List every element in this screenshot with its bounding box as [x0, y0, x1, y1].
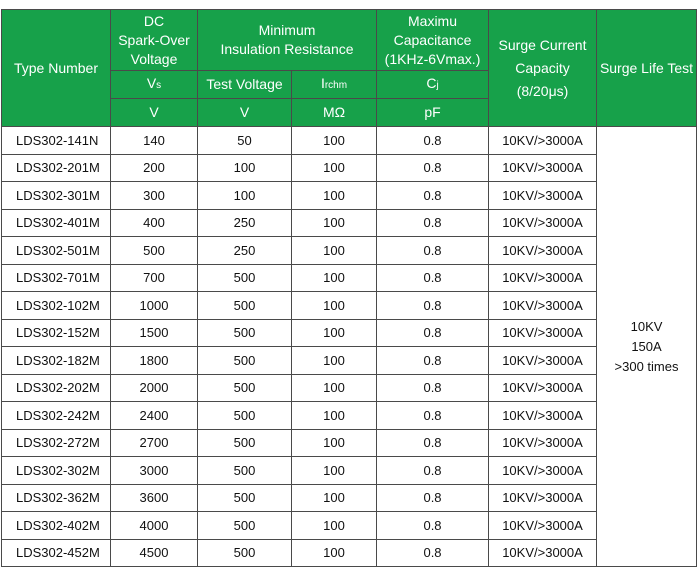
- cell-vs: 3600: [111, 484, 198, 512]
- cell-capacitance: 0.8: [377, 182, 489, 210]
- cell-test-voltage: 500: [198, 539, 292, 567]
- cell-capacitance: 0.8: [377, 264, 489, 292]
- table-row: [2, 374, 697, 402]
- cell-insulation: 100: [292, 154, 377, 182]
- cell-surge-current: 10KV/>3000A: [489, 209, 597, 237]
- unit-vs: V: [111, 99, 198, 127]
- cell-vs: 140: [111, 127, 198, 155]
- unit-insulation: MΩ: [292, 99, 377, 127]
- cell-type: LDS302-452M: [2, 539, 111, 567]
- cell-vs: 4500: [111, 539, 198, 567]
- cell-type: LDS302-272M: [2, 429, 111, 457]
- cell-test-voltage: 100: [198, 182, 292, 210]
- table-row: [2, 347, 697, 375]
- cell-capacitance: 0.8: [377, 237, 489, 265]
- cell-test-voltage: 500: [198, 319, 292, 347]
- cell-type: LDS302-701M: [2, 264, 111, 292]
- cell-test-voltage: 500: [198, 457, 292, 485]
- cell-surge-current: 10KV/>3000A: [489, 539, 597, 567]
- cell-test-voltage: 500: [198, 484, 292, 512]
- cell-type: LDS302-141N: [2, 127, 111, 155]
- table-row: [2, 512, 697, 540]
- cell-surge-current: 10KV/>3000A: [489, 264, 597, 292]
- cell-vs: 400: [111, 209, 198, 237]
- cell-insulation: 100: [292, 429, 377, 457]
- cell-vs: 4000: [111, 512, 198, 540]
- cell-surge-life-value: 10KV 150A >300 times: [597, 127, 697, 567]
- cell-surge-current: 10KV/>3000A: [489, 154, 597, 182]
- table-row: [2, 429, 697, 457]
- cell-type: LDS302-362M: [2, 484, 111, 512]
- unit-capacitance: pF: [377, 99, 489, 127]
- cell-capacitance: 0.8: [377, 484, 489, 512]
- cell-vs: 1800: [111, 347, 198, 375]
- table-row: [2, 402, 697, 430]
- header-type-number: Type Number: [2, 10, 111, 127]
- table-row: [2, 154, 697, 182]
- cell-vs: 200: [111, 154, 198, 182]
- table-row: [2, 237, 697, 265]
- cell-vs: 2700: [111, 429, 198, 457]
- cell-vs: 3000: [111, 457, 198, 485]
- cell-test-voltage: 250: [198, 237, 292, 265]
- cell-vs: 1000: [111, 292, 198, 320]
- cell-insulation: 100: [292, 237, 377, 265]
- cell-type: LDS302-102M: [2, 292, 111, 320]
- cell-vs: 2000: [111, 374, 198, 402]
- cell-capacitance: 0.8: [377, 292, 489, 320]
- cell-insulation: 100: [292, 209, 377, 237]
- header-cj-symbol: Cj: [377, 71, 489, 99]
- cell-capacitance: 0.8: [377, 154, 489, 182]
- cell-surge-current: 10KV/>3000A: [489, 484, 597, 512]
- spec-table-container: [1, 9, 697, 567]
- cell-insulation: 100: [292, 347, 377, 375]
- cell-type: LDS302-402M: [2, 512, 111, 540]
- header-dc-spark-over-voltage: DC Spark-Over Voltage: [111, 10, 198, 71]
- cell-insulation: 100: [292, 127, 377, 155]
- table-row: [2, 264, 697, 292]
- cell-capacitance: 0.8: [377, 209, 489, 237]
- cell-capacitance: 0.8: [377, 374, 489, 402]
- cell-capacitance: 0.8: [377, 429, 489, 457]
- cell-test-voltage: 500: [198, 429, 292, 457]
- table-row: [2, 319, 697, 347]
- header-surge-current-capacity: Surge Current Capacity (8/20μs): [489, 10, 597, 127]
- cell-type: LDS302-302M: [2, 457, 111, 485]
- unit-test-voltage: V: [198, 99, 292, 127]
- cell-insulation: 100: [292, 539, 377, 567]
- header-irchm-symbol: Irchm: [292, 71, 377, 99]
- cell-surge-current: 10KV/>3000A: [489, 182, 597, 210]
- cell-vs: 300: [111, 182, 198, 210]
- cell-type: LDS302-401M: [2, 209, 111, 237]
- header-surge-life-test: Surge Life Test: [597, 10, 697, 127]
- table-row: [2, 539, 697, 567]
- cell-vs: 500: [111, 237, 198, 265]
- cell-insulation: 100: [292, 292, 377, 320]
- cell-capacitance: 0.8: [377, 319, 489, 347]
- cell-test-voltage: 500: [198, 264, 292, 292]
- cell-test-voltage: 500: [198, 374, 292, 402]
- cell-test-voltage: 50: [198, 127, 292, 155]
- table-row: [2, 182, 697, 210]
- cell-test-voltage: 500: [198, 512, 292, 540]
- cell-surge-current: 10KV/>3000A: [489, 512, 597, 540]
- table-row: [2, 292, 697, 320]
- cell-type: LDS302-152M: [2, 319, 111, 347]
- cell-type: LDS302-301M: [2, 182, 111, 210]
- cell-insulation: 100: [292, 264, 377, 292]
- cell-surge-current: 10KV/>3000A: [489, 127, 597, 155]
- cell-vs: 700: [111, 264, 198, 292]
- cell-test-voltage: 500: [198, 292, 292, 320]
- cell-type: LDS302-201M: [2, 154, 111, 182]
- table-row: [2, 127, 697, 155]
- cell-surge-current: 10KV/>3000A: [489, 319, 597, 347]
- cell-insulation: 100: [292, 484, 377, 512]
- cell-insulation: 100: [292, 319, 377, 347]
- cell-insulation: 100: [292, 374, 377, 402]
- header-vs-symbol: Vs: [111, 71, 198, 99]
- cell-capacitance: 0.8: [377, 512, 489, 540]
- cell-capacitance: 0.8: [377, 457, 489, 485]
- cell-test-voltage: 250: [198, 209, 292, 237]
- header-min-insulation-resistance: Minimum Insulation Resistance: [198, 10, 377, 71]
- cell-surge-current: 10KV/>3000A: [489, 237, 597, 265]
- cell-insulation: 100: [292, 512, 377, 540]
- spec-table: [1, 9, 697, 567]
- cell-insulation: 100: [292, 182, 377, 210]
- cell-type: LDS302-202M: [2, 374, 111, 402]
- cell-surge-current: 10KV/>3000A: [489, 347, 597, 375]
- cell-capacitance: 0.8: [377, 539, 489, 567]
- cell-test-voltage: 100: [198, 154, 292, 182]
- cell-capacitance: 0.8: [377, 127, 489, 155]
- cell-vs: 1500: [111, 319, 198, 347]
- cell-surge-current: 10KV/>3000A: [489, 457, 597, 485]
- cell-surge-current: 10KV/>3000A: [489, 429, 597, 457]
- cell-surge-current: 10KV/>3000A: [489, 402, 597, 430]
- cell-type: LDS302-182M: [2, 347, 111, 375]
- cell-type: LDS302-501M: [2, 237, 111, 265]
- table-row: [2, 457, 697, 485]
- cell-insulation: 100: [292, 402, 377, 430]
- cell-type: LDS302-242M: [2, 402, 111, 430]
- cell-insulation: 100: [292, 457, 377, 485]
- cell-vs: 2400: [111, 402, 198, 430]
- cell-test-voltage: 500: [198, 402, 292, 430]
- header-max-capacitance: Maximu Capacitance (1KHz-6Vmax.): [377, 10, 489, 71]
- cell-capacitance: 0.8: [377, 347, 489, 375]
- cell-surge-current: 10KV/>3000A: [489, 292, 597, 320]
- table-row: [2, 484, 697, 512]
- header-test-voltage: Test Voltage: [198, 71, 292, 99]
- cell-capacitance: 0.8: [377, 402, 489, 430]
- table-row: [2, 209, 697, 237]
- cell-test-voltage: 500: [198, 347, 292, 375]
- cell-surge-current: 10KV/>3000A: [489, 374, 597, 402]
